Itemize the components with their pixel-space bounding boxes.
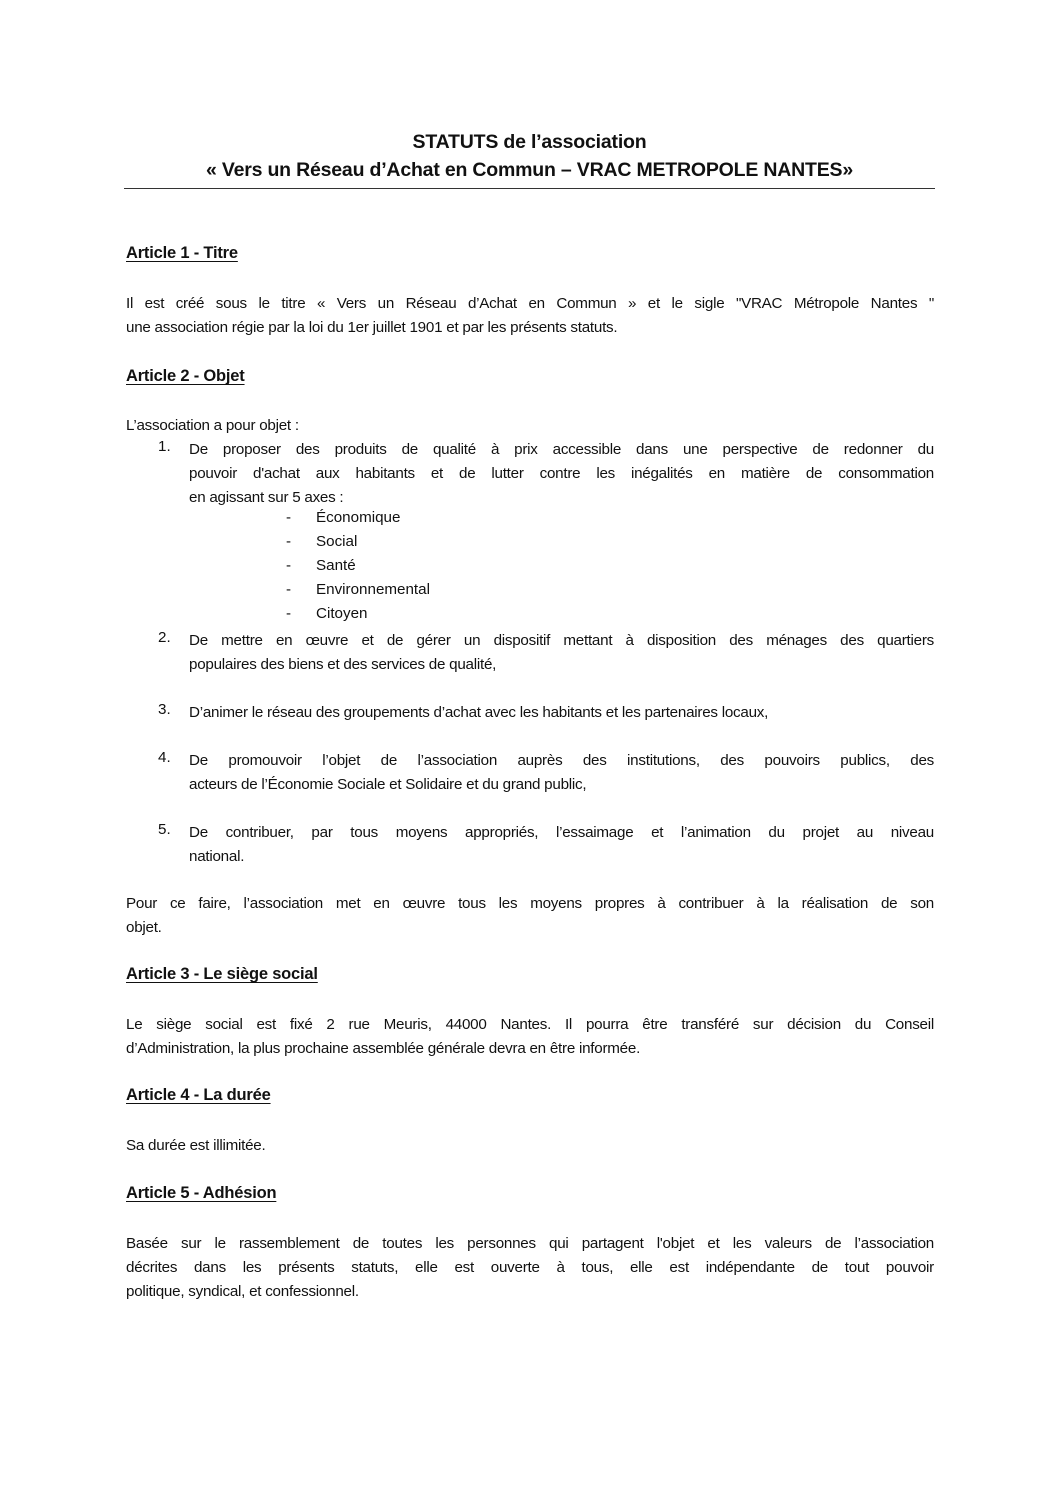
axis-item: Santé: [316, 557, 356, 574]
article-2-outro-line-2: objet.: [126, 919, 162, 936]
list-item-number: 1.: [158, 438, 171, 455]
list-item-5-line-1: De contribuer, par tous moyens appropriés, l’essaimage et l’animation du projet au niveau: [189, 824, 934, 841]
list-item-4-line-2: acteurs de l’Économie Sociale et Solidaire et du grand public,: [189, 776, 587, 793]
dash-bullet: -: [286, 581, 292, 598]
article-1-line-2: une association régie par la loi du 1er juillet 1901 et par les présents statuts.: [126, 319, 618, 336]
article-5-heading: Article 5 - Adhésion: [126, 1184, 277, 1202]
list-item-number: 5.: [158, 821, 171, 838]
list-item-1-line-1: De proposer des produits de qualité à prix accessible dans une perspective de redonner du: [189, 441, 934, 458]
dash-bullet: -: [286, 533, 292, 550]
article-2-intro: L’association a pour objet :: [126, 417, 299, 434]
article-4-heading: Article 4 - La durée: [126, 1086, 271, 1104]
title-line-2: « Vers un Réseau d’Achat en Commun – VRAC METROPOLE NANTES»: [205, 159, 853, 181]
article-4-line-1: Sa durée est illimitée.: [126, 1137, 266, 1154]
dash-bullet: -: [286, 557, 292, 574]
article-5-line-1: Basée sur le rassemblement de toutes les personnes qui partagent l'objet et les valeurs de l’association: [126, 1235, 934, 1252]
list-item-4-line-1: De promouvoir l’objet de l’association auprès des institutions, des pouvoirs publics, des: [189, 752, 934, 769]
list-item-1-line-3: en agissant sur 5 axes :: [189, 489, 344, 506]
list-item-3-line-1: D’animer le réseau des groupements d’achat avec les habitants et les partenaires locaux,: [189, 704, 769, 721]
title-divider: [124, 188, 935, 189]
list-item-2-line-2: populaires des biens et des services de qualité,: [189, 656, 497, 673]
article-5-line-2: décrites dans les présents statuts, elle est ouverte à tous, elle est indépendante de tout pouvoir: [126, 1259, 934, 1276]
list-item-number: 4.: [158, 749, 171, 766]
article-3-line-1: Le siège social est fixé 2 rue Meuris, 44000 Nantes. Il pourra être transféré sur décision du Conseil: [126, 1016, 934, 1033]
axis-item: Environnemental: [316, 581, 430, 598]
article-2-outro-line-1: Pour ce faire, l’association met en œuvre tous les moyens propres à contribuer à la réalisation de son: [126, 895, 934, 912]
axis-item: Économique: [316, 509, 401, 526]
article-1-line-1: Il est créé sous le titre « Vers un Réseau d’Achat en Commun » et le sigle "VRAC Métropole Nantes ": [126, 295, 934, 312]
article-1-heading: Article 1 - Titre: [126, 244, 238, 262]
article-3-line-2: d’Administration, la plus prochaine assemblée générale devra en être informée.: [126, 1040, 641, 1057]
list-item-number: 2.: [158, 629, 171, 646]
list-item-2-line-1: De mettre en œuvre et de gérer un dispositif mettant à disposition des ménages des quartiers: [189, 632, 934, 649]
dash-bullet: -: [286, 605, 292, 622]
article-5-line-3: politique, syndical, et confessionnel.: [126, 1283, 359, 1300]
title-line-1: STATUTS de l’association: [412, 131, 647, 153]
document-title: [124, 128, 935, 184]
article-2-heading: Article 2 - Objet: [126, 367, 245, 385]
dash-bullet: -: [286, 509, 292, 526]
list-item-1-line-2: pouvoir d'achat aux habitants et de lutter contre les inégalités en matière de consommation: [189, 465, 934, 482]
axis-item: Social: [316, 533, 358, 550]
list-item-number: 3.: [158, 701, 171, 718]
list-item-5-line-2: national.: [189, 848, 245, 865]
axis-item: Citoyen: [316, 605, 368, 622]
article-3-heading: Article 3 - Le siège social: [126, 965, 318, 983]
